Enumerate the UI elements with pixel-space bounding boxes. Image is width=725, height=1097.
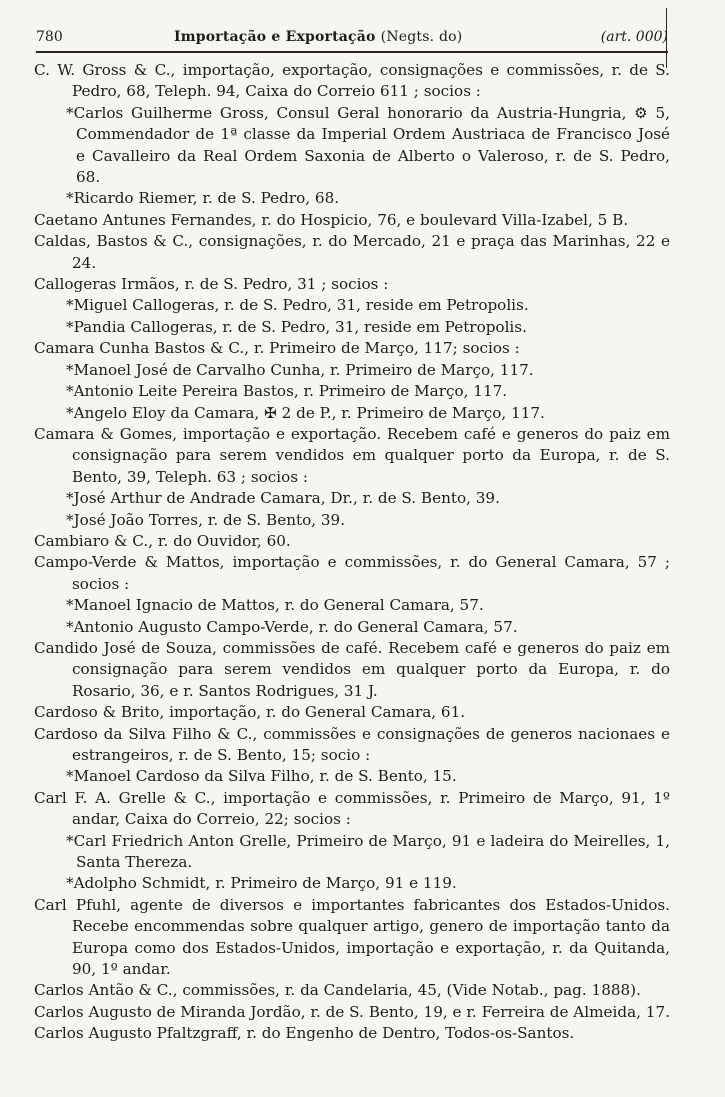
entry: Cardoso da Silva Filho & C., commissões e consignações de generos nacionaes e estrangeiros, r. de S. Bento, 15; socio : bbox=[34, 724, 670, 764]
entry: Carlos Augusto Pfaltzgraff, r. do Engenho de Dentro, Todos-os-Santos. bbox=[34, 1024, 575, 1043]
partner-entry: *Angelo Eloy da Camara, ✠ 2 de P., r. Primeiro de Março, 117. bbox=[66, 403, 545, 422]
entry: Caetano Antunes Fernandes, r. do Hospicio, 76, e boulevard Villa-Izabel, 5 B. bbox=[34, 210, 629, 229]
entry: Carlos Augusto de Miranda Jordão, r. de S. Bento, 19, e r. Ferreira de Almeida, 17. bbox=[34, 1002, 670, 1021]
partner-entry: *Carlos Guilherme Gross, Consul Geral honorario da Austria-Hungria, ⚙ 5, Commendador de 1ª classe da Imperial Ordem Austriaca de Francisco José e Cavalleiro da Real Ordem Saxonia de Alberto o Valeroso, r. de S. Pedro, 68. bbox=[66, 103, 670, 187]
entry: Cambiaro & C., r. do Ouvidor, 60. bbox=[34, 531, 291, 550]
entry: Cardoso & Brito, importação, r. do General Camara, 61. bbox=[34, 703, 466, 722]
entry: Caldas, Bastos & C., consignações, r. do Mercado, 21 e praça das Marinhas, 22 e 24. bbox=[34, 232, 670, 272]
running-title bbox=[174, 26, 462, 48]
header-rule bbox=[36, 51, 668, 53]
partner-entry: *Manoel José de Carvalho Cunha, r. Primeiro de Março, 117. bbox=[66, 360, 534, 379]
partner-entry: *Pandia Callogeras, r. de S. Pedro, 31, reside em Petropolis. bbox=[66, 317, 527, 336]
partner-entry: *José João Torres, r. de S. Bento, 39. bbox=[66, 510, 346, 529]
partner-entry: *Miguel Callogeras, r. de S. Pedro, 31, reside em Petropolis. bbox=[66, 296, 529, 315]
page-header bbox=[36, 26, 668, 48]
running-title-sub: (Negts. do) bbox=[380, 29, 463, 45]
entry: Candido José de Souza, commissões de café. Recebem café e generos do paiz em consignação para serem vendidos em qualquer porto da Europa, r. do Rosario, 36, e r. Santos Rodrigues, 31 J. bbox=[34, 638, 670, 700]
entry: Camara Cunha Bastos & C., r. Primeiro de Março, 117; socios : bbox=[34, 339, 520, 358]
entry: Camara & Gomes, importação e exportação. Recebem café e generos do paiz em consignação para serem vendidos em qualquer porto da Europa, r. de S. Bento, 39, Teleph. 63 ; socios : bbox=[34, 424, 670, 486]
running-title-main: Importação e Exportação bbox=[174, 29, 376, 45]
partner-entry: *Antonio Augusto Campo-Verde, r. do General Camara, 57. bbox=[66, 617, 518, 636]
article-marker: (art. 000) bbox=[600, 29, 668, 45]
entry: Carl F. A. Grelle & C., importação e commissões, r. Primeiro de Março, 91, 1º andar, Caixa do Correio, 22; socios : bbox=[34, 788, 670, 829]
directory-listing bbox=[34, 60, 670, 1045]
partner-entry: *Carl Friedrich Anton Grelle, Primeiro de Março, 91 e ladeira do Meirelles, 1, Santa Thereza. bbox=[66, 831, 670, 872]
partner-entry: *José Arthur de Andrade Camara, Dr., r. de S. Bento, 39. bbox=[66, 489, 500, 508]
page-number: 780 bbox=[36, 29, 63, 45]
partner-entry: *Manoel Cardoso da Silva Filho, r. de S. Bento, 15. bbox=[66, 767, 457, 786]
partner-entry: *Manoel Ignacio de Mattos, r. do General Camara, 57. bbox=[66, 596, 484, 615]
entry: Callogeras Irmãos, r. de S. Pedro, 31 ; socios : bbox=[34, 275, 389, 294]
entry: C. W. Gross & C., importação, exportação, consignações e commissões, r. de S. Pedro, 68, Teleph. 94, Caixa do Correio 611 ; socios : bbox=[34, 61, 670, 101]
partner-entry: *Ricardo Riemer, r. de S. Pedro, 68. bbox=[66, 189, 340, 208]
partner-entry: *Adolpho Schmidt, r. Primeiro de Março, 91 e 119. bbox=[66, 874, 457, 893]
partner-entry: *Antonio Leite Pereira Bastos, r. Primeiro de Março, 117. bbox=[66, 382, 508, 401]
entry: Carlos Antão & C., commissões, r. da Candelaria, 45, (Vide Notab., pag. 1888). bbox=[34, 981, 641, 1000]
entry: Campo-Verde & Mattos, importação e commissões, r. do General Camara, 57 ; socios : bbox=[34, 553, 670, 593]
entry: Carl Pfuhl, agente de diversos e importantes fabricantes dos Estados-Unidos. Recebe encommendas sobre qualquer artigo, genero de importação tanto da Europa como dos Estados-Unidos, importação e exportação, r. da Quitanda, 90, 1º andar. bbox=[34, 895, 670, 979]
